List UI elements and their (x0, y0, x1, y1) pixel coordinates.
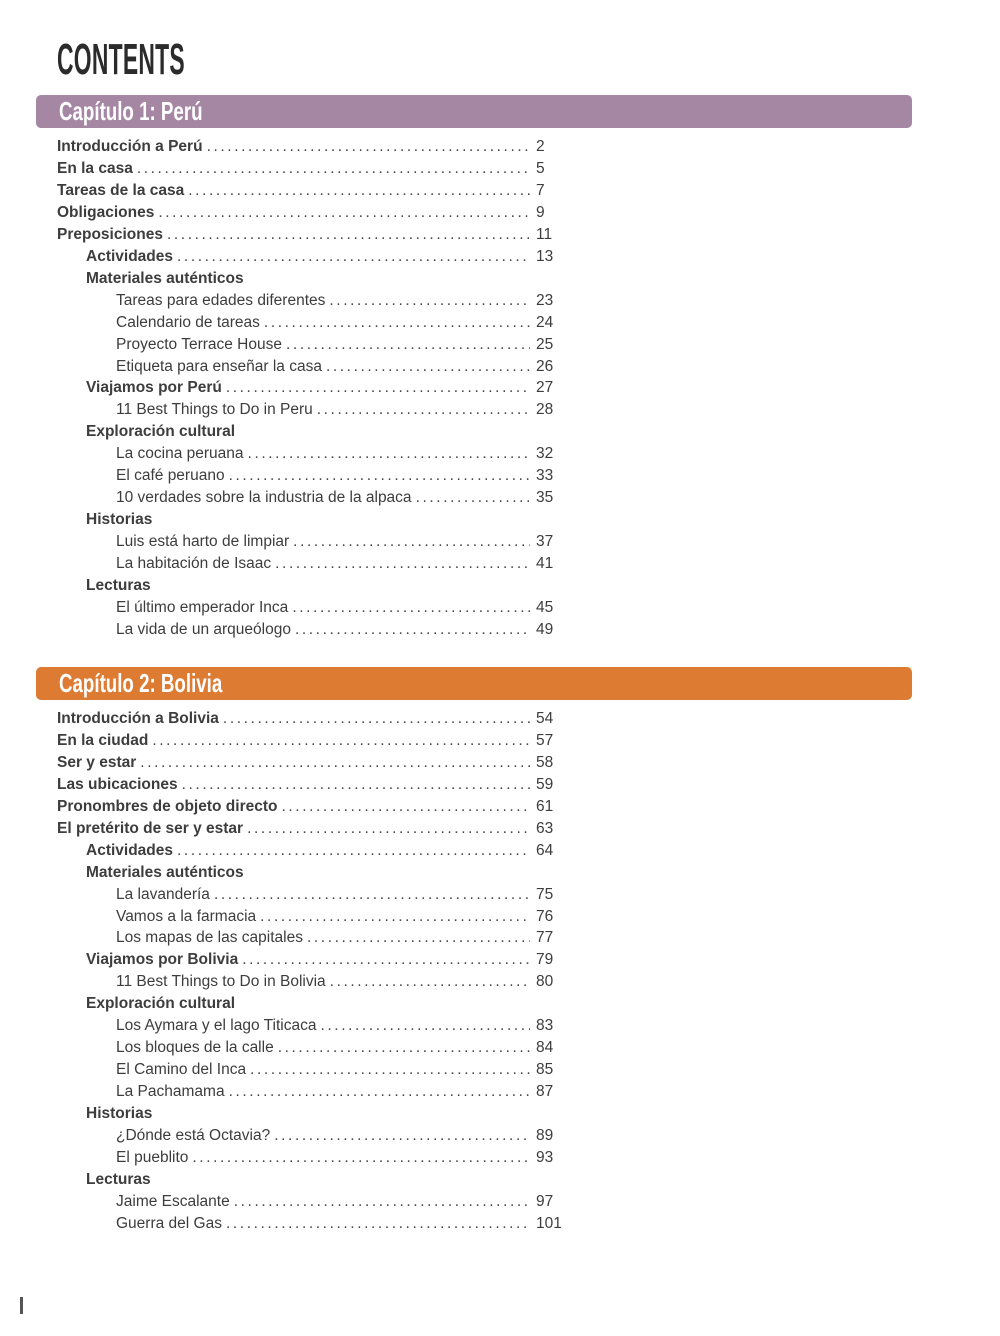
toc-entry-page: 32 (536, 445, 554, 463)
toc-entry-label: Materiales auténticos (86, 863, 244, 881)
toc-entry-page: 75 (536, 885, 554, 903)
dot-leader (295, 619, 530, 641)
toc-entry-label: Introducción a Bolivia (57, 709, 219, 727)
toc-entry (57, 730, 573, 752)
toc-entry-label: Calendario de tareas (116, 313, 260, 331)
toc-entry-page: 2 (536, 138, 545, 155)
dot-leader (250, 1059, 530, 1081)
dot-leader (167, 224, 530, 246)
toc-entry-page: 76 (536, 907, 554, 925)
dot-leader (320, 1015, 530, 1037)
dot-leader (234, 1191, 530, 1213)
toc-entry (57, 1213, 573, 1235)
dot-leader (207, 136, 530, 158)
toc-entry-label: Historias (86, 511, 153, 529)
toc-entry (57, 1059, 573, 1081)
toc-entry (57, 708, 573, 730)
toc-entry (57, 509, 573, 531)
toc-entry (57, 180, 573, 202)
dot-leader (307, 927, 530, 949)
dot-leader (192, 1147, 530, 1169)
toc-entry-page: 7 (536, 181, 545, 199)
dot-leader (275, 553, 530, 575)
toc-entry (57, 312, 573, 334)
toc-entry-label: Luis está harto de limpiar (116, 533, 290, 551)
toc-entry-label: Ser y estar (57, 753, 137, 771)
toc-entry-page: 11 (536, 225, 553, 243)
toc-entry-page: 35 (536, 489, 554, 507)
chapter-entries (57, 136, 573, 641)
toc-entry (57, 884, 573, 906)
dot-leader (214, 884, 530, 906)
toc-entry-page: 23 (536, 291, 554, 309)
dot-leader (329, 290, 530, 312)
toc-entry (57, 619, 573, 641)
toc-entry-label: La vida de un arqueólogo (116, 620, 291, 638)
toc-entry-label: Las ubicaciones (57, 775, 178, 793)
toc-entry-page: 41 (536, 555, 554, 573)
dot-leader (247, 818, 530, 840)
toc-entry-label: Los mapas de las capitales (116, 929, 303, 947)
dot-leader (281, 796, 530, 818)
toc-entry-page: 58 (536, 753, 554, 771)
dot-leader (293, 531, 530, 553)
toc-entry-page: 54 (536, 709, 554, 727)
dot-leader (140, 752, 530, 774)
toc-entry (57, 224, 573, 246)
toc-entry (57, 1081, 573, 1103)
page-title: CONTENTS (57, 35, 185, 84)
toc-entry-page: 24 (536, 313, 554, 331)
toc-entry (57, 1015, 573, 1037)
toc-entry-label: Historias (86, 1105, 153, 1123)
toc-entry-label: Exploración cultural (86, 995, 236, 1013)
toc-entry-label: Viajamos por Bolivia (86, 951, 239, 969)
dot-leader (326, 356, 530, 378)
toc-entry-page: 85 (536, 1061, 554, 1079)
toc-entry-page: 64 (536, 841, 554, 859)
dot-leader (286, 334, 530, 356)
toc-entry-page: 59 (536, 775, 554, 793)
toc-entry-label: Tareas de la casa (57, 181, 185, 199)
toc-entry-label: Exploración cultural (86, 423, 236, 441)
toc-entry-label: Proyecto Terrace House (116, 335, 282, 353)
toc-entry (57, 971, 573, 993)
dot-leader (152, 730, 530, 752)
toc-entry (57, 906, 573, 928)
toc-entry-label: La cocina peruana (116, 445, 244, 463)
toc-entry (57, 1191, 573, 1213)
toc-entry-label: La Pachamama (116, 1083, 225, 1101)
toc-entry (57, 796, 573, 818)
toc-entry-label: Obligaciones (57, 203, 155, 221)
toc-entry-page: 57 (536, 731, 554, 749)
toc-entry-label: La lavandería (116, 885, 210, 903)
toc-entry-page: 63 (536, 819, 554, 837)
toc-entry-page: 28 (536, 401, 554, 419)
toc-entry-label: La habitación de Isaac (116, 555, 272, 573)
dot-leader (330, 971, 530, 993)
dot-leader (242, 949, 530, 971)
toc-entry (57, 421, 573, 443)
toc-entry (57, 575, 573, 597)
toc-entry (57, 202, 573, 224)
toc-entry-page: 37 (536, 533, 554, 551)
toc-entry (57, 752, 573, 774)
toc-entry-page: 25 (536, 335, 554, 353)
toc-entry-label: 11 Best Things to Do in Peru (116, 401, 313, 419)
toc-entry-label: Los bloques de la calle (116, 1039, 274, 1057)
dot-leader (278, 1037, 530, 1059)
toc-entry (57, 818, 573, 840)
toc-entry-page: 97 (536, 1192, 554, 1210)
toc-entry (57, 465, 573, 487)
toc-entry-page: 9 (536, 203, 545, 221)
toc-entry-label: Actividades (86, 841, 174, 859)
toc-entry-label: El último emperador Inca (116, 599, 289, 617)
toc-entry-label: El café peruano (116, 467, 225, 485)
chapter-header-bar (36, 667, 912, 700)
dot-leader (292, 597, 530, 619)
toc-entry-label: Vamos a la farmacia (116, 907, 257, 925)
toc-entry-page: 13 (536, 247, 554, 265)
dot-leader (226, 1213, 530, 1235)
toc-entry (57, 399, 573, 421)
dot-leader (260, 906, 530, 928)
toc-entry (57, 246, 573, 268)
chapter-title: Capítulo 1: Perú (59, 96, 203, 126)
toc-entry (57, 356, 573, 378)
toc-entry (57, 377, 573, 399)
toc-entry (57, 531, 573, 553)
dot-leader (274, 1125, 530, 1147)
toc-entry (57, 1103, 573, 1125)
toc-entry-label: Lecturas (86, 1170, 151, 1188)
dot-leader (229, 1081, 530, 1103)
toc-entry-label: 11 Best Things to Do in Bolivia (116, 973, 326, 991)
dot-leader (226, 377, 530, 399)
toc-entry-label: Tareas para edades diferentes (116, 291, 326, 309)
toc-entry-label: Pronombres de objeto directo (57, 797, 278, 815)
toc-entry-page: 93 (536, 1148, 554, 1166)
chapter-section (0, 667, 1000, 1235)
dot-leader (137, 158, 530, 180)
toc-entry-label: Lecturas (86, 577, 151, 595)
dot-leader (158, 202, 530, 224)
toc-entry-page: 5 (536, 159, 545, 177)
toc-entry-page: 89 (536, 1127, 554, 1145)
dot-leader (177, 840, 530, 862)
toc-entry (57, 1037, 573, 1059)
toc-entry (57, 334, 573, 356)
toc-entry-page: 87 (536, 1083, 554, 1101)
toc-entry (57, 136, 573, 158)
page-edge-mark (20, 1297, 23, 1314)
toc-entry (57, 949, 573, 971)
toc-entry-label: Los Aymara y el lago Titicaca (116, 1017, 317, 1035)
toc-entry-page: 33 (536, 467, 554, 485)
dot-leader (248, 443, 530, 465)
toc-entry-page: 83 (536, 1017, 554, 1035)
toc-entry (57, 840, 573, 862)
dot-leader (416, 487, 530, 509)
toc-entry-page: 49 (536, 620, 554, 638)
toc-entry (57, 993, 573, 1015)
toc-entry-page: 79 (536, 951, 554, 969)
toc-entry-page: 45 (536, 599, 554, 617)
chapter-title: Capítulo 2: Bolivia (59, 667, 223, 698)
dot-leader (177, 246, 530, 268)
toc-entry (57, 290, 573, 312)
toc-entry-label: Preposiciones (57, 225, 163, 243)
toc-entry-label: El pretérito de ser y estar (57, 819, 244, 837)
chapter-section (0, 95, 1000, 641)
toc-entry-label: ¿Dónde está Octavia? (116, 1127, 271, 1145)
toc-entry-label: Viajamos por Perú (86, 379, 222, 397)
toc-entry (57, 927, 573, 949)
toc-entry (57, 553, 573, 575)
toc-entry-label: El Camino del Inca (116, 1061, 247, 1079)
toc-entry-page: 80 (536, 973, 554, 991)
toc-entry (57, 487, 573, 509)
dot-leader (317, 399, 530, 421)
toc-entry-label: El pueblito (116, 1148, 189, 1166)
dot-leader (229, 465, 530, 487)
toc-entry (57, 158, 573, 180)
toc-entry-label: En la casa (57, 159, 133, 177)
toc-entry (57, 1169, 573, 1191)
toc-entry-page: 101 (536, 1214, 562, 1232)
toc-entry-label: Materiales auténticos (86, 269, 244, 287)
toc-entry-label: 10 verdades sobre la industria de la alpaca (116, 489, 412, 507)
toc-entry-label: Introducción a Perú (57, 138, 203, 155)
toc-entry (57, 1147, 573, 1169)
toc-entry (57, 443, 573, 465)
toc-entry-label: En la ciudad (57, 731, 149, 749)
chapter-header-bar (36, 95, 912, 128)
toc-entry-label: Guerra del Gas (116, 1214, 222, 1232)
toc-entry-label: Jaime Escalante (116, 1192, 230, 1210)
toc-body (0, 95, 1000, 1235)
toc-entry (57, 1125, 573, 1147)
toc-entry (57, 268, 573, 290)
toc-entry-page: 84 (536, 1039, 554, 1057)
chapter-entries (57, 708, 573, 1235)
toc-entry-page: 26 (536, 357, 554, 375)
toc-entry (57, 774, 573, 796)
dot-leader (188, 180, 530, 202)
toc-entry-page: 27 (536, 379, 554, 397)
toc-entry-page: 61 (536, 797, 554, 815)
toc-entry-page: 77 (536, 929, 554, 947)
dot-leader (182, 774, 530, 796)
toc-entry (57, 597, 573, 619)
toc-entry (57, 862, 573, 884)
dot-leader (264, 312, 530, 334)
toc-entry-label: Etiqueta para enseñar la casa (116, 357, 322, 375)
dot-leader (223, 708, 530, 730)
toc-entry-label: Actividades (86, 247, 174, 265)
